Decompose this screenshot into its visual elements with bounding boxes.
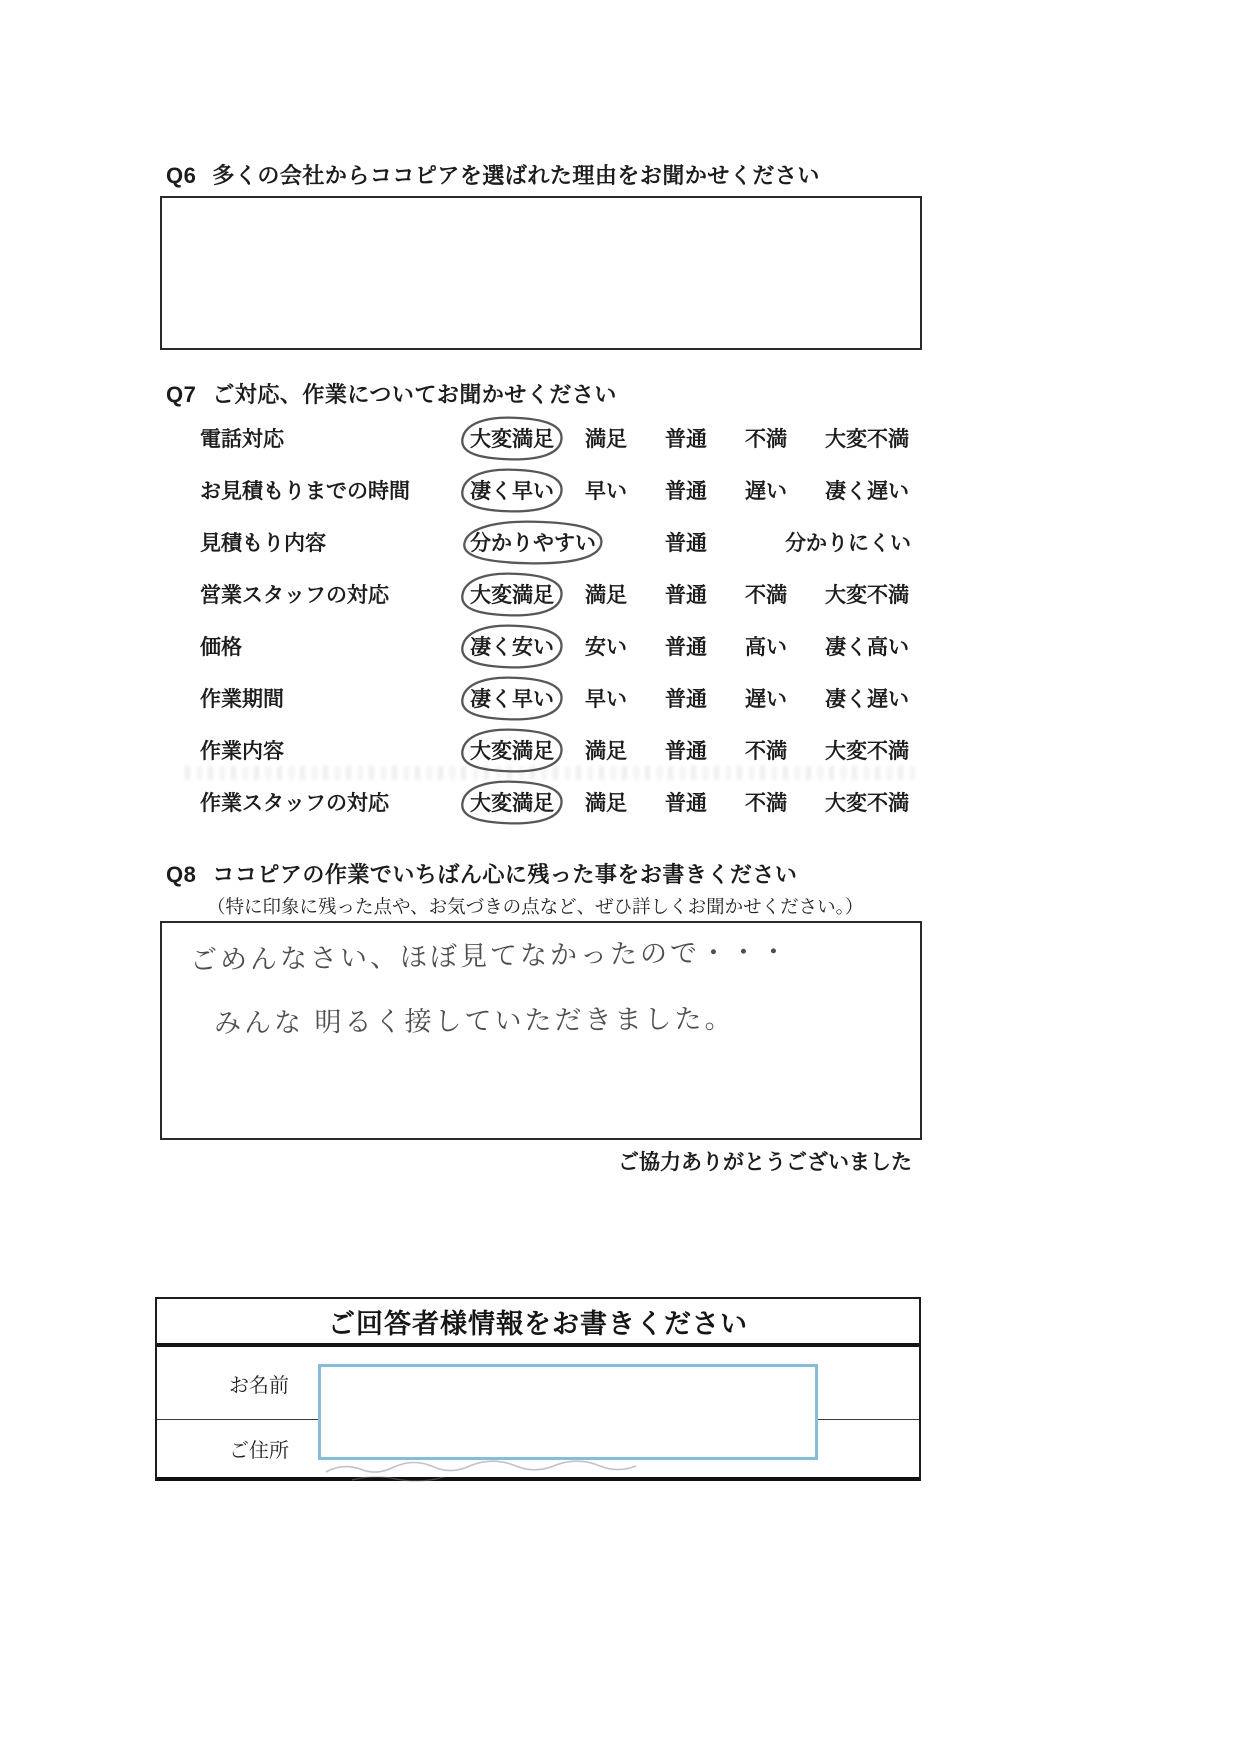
q7-rating-table [200, 412, 935, 828]
q7-option: 不満 [745, 792, 787, 815]
address-field-label: ご住所 [229, 1440, 289, 1462]
selection-circle-mark [457, 517, 609, 568]
q7-option: 満足 [585, 428, 627, 451]
q7-option: 満足 [585, 740, 627, 763]
selection-circle-mark [457, 673, 567, 724]
q7-option: 大変不満 [825, 792, 909, 815]
q7-options [470, 787, 935, 817]
q7-options [470, 631, 935, 661]
q7-option-selected: 凄く早い [470, 475, 554, 505]
q7-option-selected: 大変満足 [470, 423, 554, 453]
q7-options [470, 527, 935, 557]
q8-number: Q8 [166, 862, 197, 887]
q7-options [470, 475, 935, 505]
q7-option: 高い [745, 636, 787, 659]
q7-heading [166, 378, 617, 409]
q8-note: （特に印象に残った点や、お気づきの点など、ぜひ詳しくお聞かせください。） [207, 896, 864, 917]
q7-row [200, 776, 935, 828]
q7-option: 遅い [745, 480, 787, 503]
selection-circle-mark [457, 569, 567, 620]
q7-row-label: お見積もりまでの時間 [200, 480, 410, 503]
privacy-redaction-box [318, 1364, 818, 1460]
q7-row [200, 516, 935, 568]
q7-option-selected: 分かりやすい [470, 527, 596, 557]
q7-row [200, 464, 935, 516]
q7-option: 普通 [665, 532, 707, 555]
q7-option: 遅い [745, 688, 787, 711]
q7-option: 不満 [745, 428, 787, 451]
q7-options [470, 423, 935, 453]
q7-option: 凄く遅い [825, 688, 909, 711]
q7-option: 分かりにくい [785, 532, 911, 555]
q7-row-label: 電話対応 [200, 428, 284, 451]
q7-option: 普通 [665, 740, 707, 763]
respondent-info-title: ご回答者様情報をお書きください [157, 1297, 919, 1347]
q7-option-selected: 凄く安い [470, 631, 554, 661]
q7-option: 満足 [585, 792, 627, 815]
q7-option: 早い [585, 688, 627, 711]
handwritten-answer-line-1: ごめんなさい、ほぼ見てなかったので・・・ [189, 936, 791, 976]
q7-row-label: 作業スタッフの対応 [200, 792, 389, 815]
q6-number: Q6 [166, 163, 197, 188]
q8-answer-box [160, 921, 922, 1140]
selection-circle-mark [457, 413, 567, 464]
q8-heading [166, 858, 797, 889]
q7-option: 普通 [665, 688, 707, 711]
q7-number: Q7 [166, 382, 197, 407]
q7-option: 大変不満 [825, 740, 909, 763]
q7-option: 大変不満 [825, 584, 909, 607]
q7-row [200, 620, 935, 672]
q7-option: 大変不満 [825, 428, 909, 451]
q7-option: 凄く遅い [825, 480, 909, 503]
selection-circle-mark [457, 621, 567, 672]
name-field-label: お名前 [229, 1374, 289, 1397]
q7-row-label: 価格 [200, 636, 242, 659]
q7-option: 満足 [585, 584, 627, 607]
q7-row-label: 見積もり内容 [200, 532, 326, 555]
q7-row [200, 672, 935, 724]
q7-row-label: 作業内容 [200, 740, 284, 763]
q7-question: ご対応、作業についてお聞かせください [212, 382, 617, 407]
q7-option: 凄く高い [825, 636, 909, 659]
q6-answer-box [160, 196, 922, 350]
q7-options [470, 579, 935, 609]
q7-option: 早い [585, 480, 627, 503]
q7-option: 不満 [745, 740, 787, 763]
q7-option: 普通 [665, 636, 707, 659]
q7-option: 普通 [665, 480, 707, 503]
handwritten-answer-line-2: みんな 明るく接していただきました。 [213, 1003, 735, 1039]
q7-options [470, 735, 935, 765]
q7-row-label: 作業期間 [200, 688, 284, 711]
q7-option: 普通 [665, 584, 707, 607]
q7-option-selected: 大変満足 [470, 735, 554, 765]
q7-option-selected: 大変満足 [470, 579, 554, 609]
q6-heading [166, 159, 820, 190]
q7-options [470, 683, 935, 713]
q8-question: ココピアの作業でいちばん心に残った事をお書きください [212, 862, 798, 887]
selection-circle-mark [457, 777, 567, 828]
selection-circle-mark [457, 465, 567, 516]
selection-circle-mark [457, 725, 567, 776]
q7-option: 安い [585, 636, 627, 659]
q7-row [200, 724, 935, 776]
q7-option-selected: 大変満足 [470, 787, 554, 817]
q7-option: 普通 [665, 792, 707, 815]
q7-option: 普通 [665, 428, 707, 451]
q7-row [200, 568, 935, 620]
q7-row-label: 営業スタッフの対応 [200, 584, 389, 607]
q7-row [200, 412, 935, 464]
q7-option-selected: 凄く早い [470, 683, 554, 713]
q6-question: 多くの会社からココピアを選ばれた理由をお聞かせください [212, 163, 820, 188]
closing-thanks-text: ご協力ありがとうございました [618, 1151, 912, 1174]
q7-option: 不満 [745, 584, 787, 607]
